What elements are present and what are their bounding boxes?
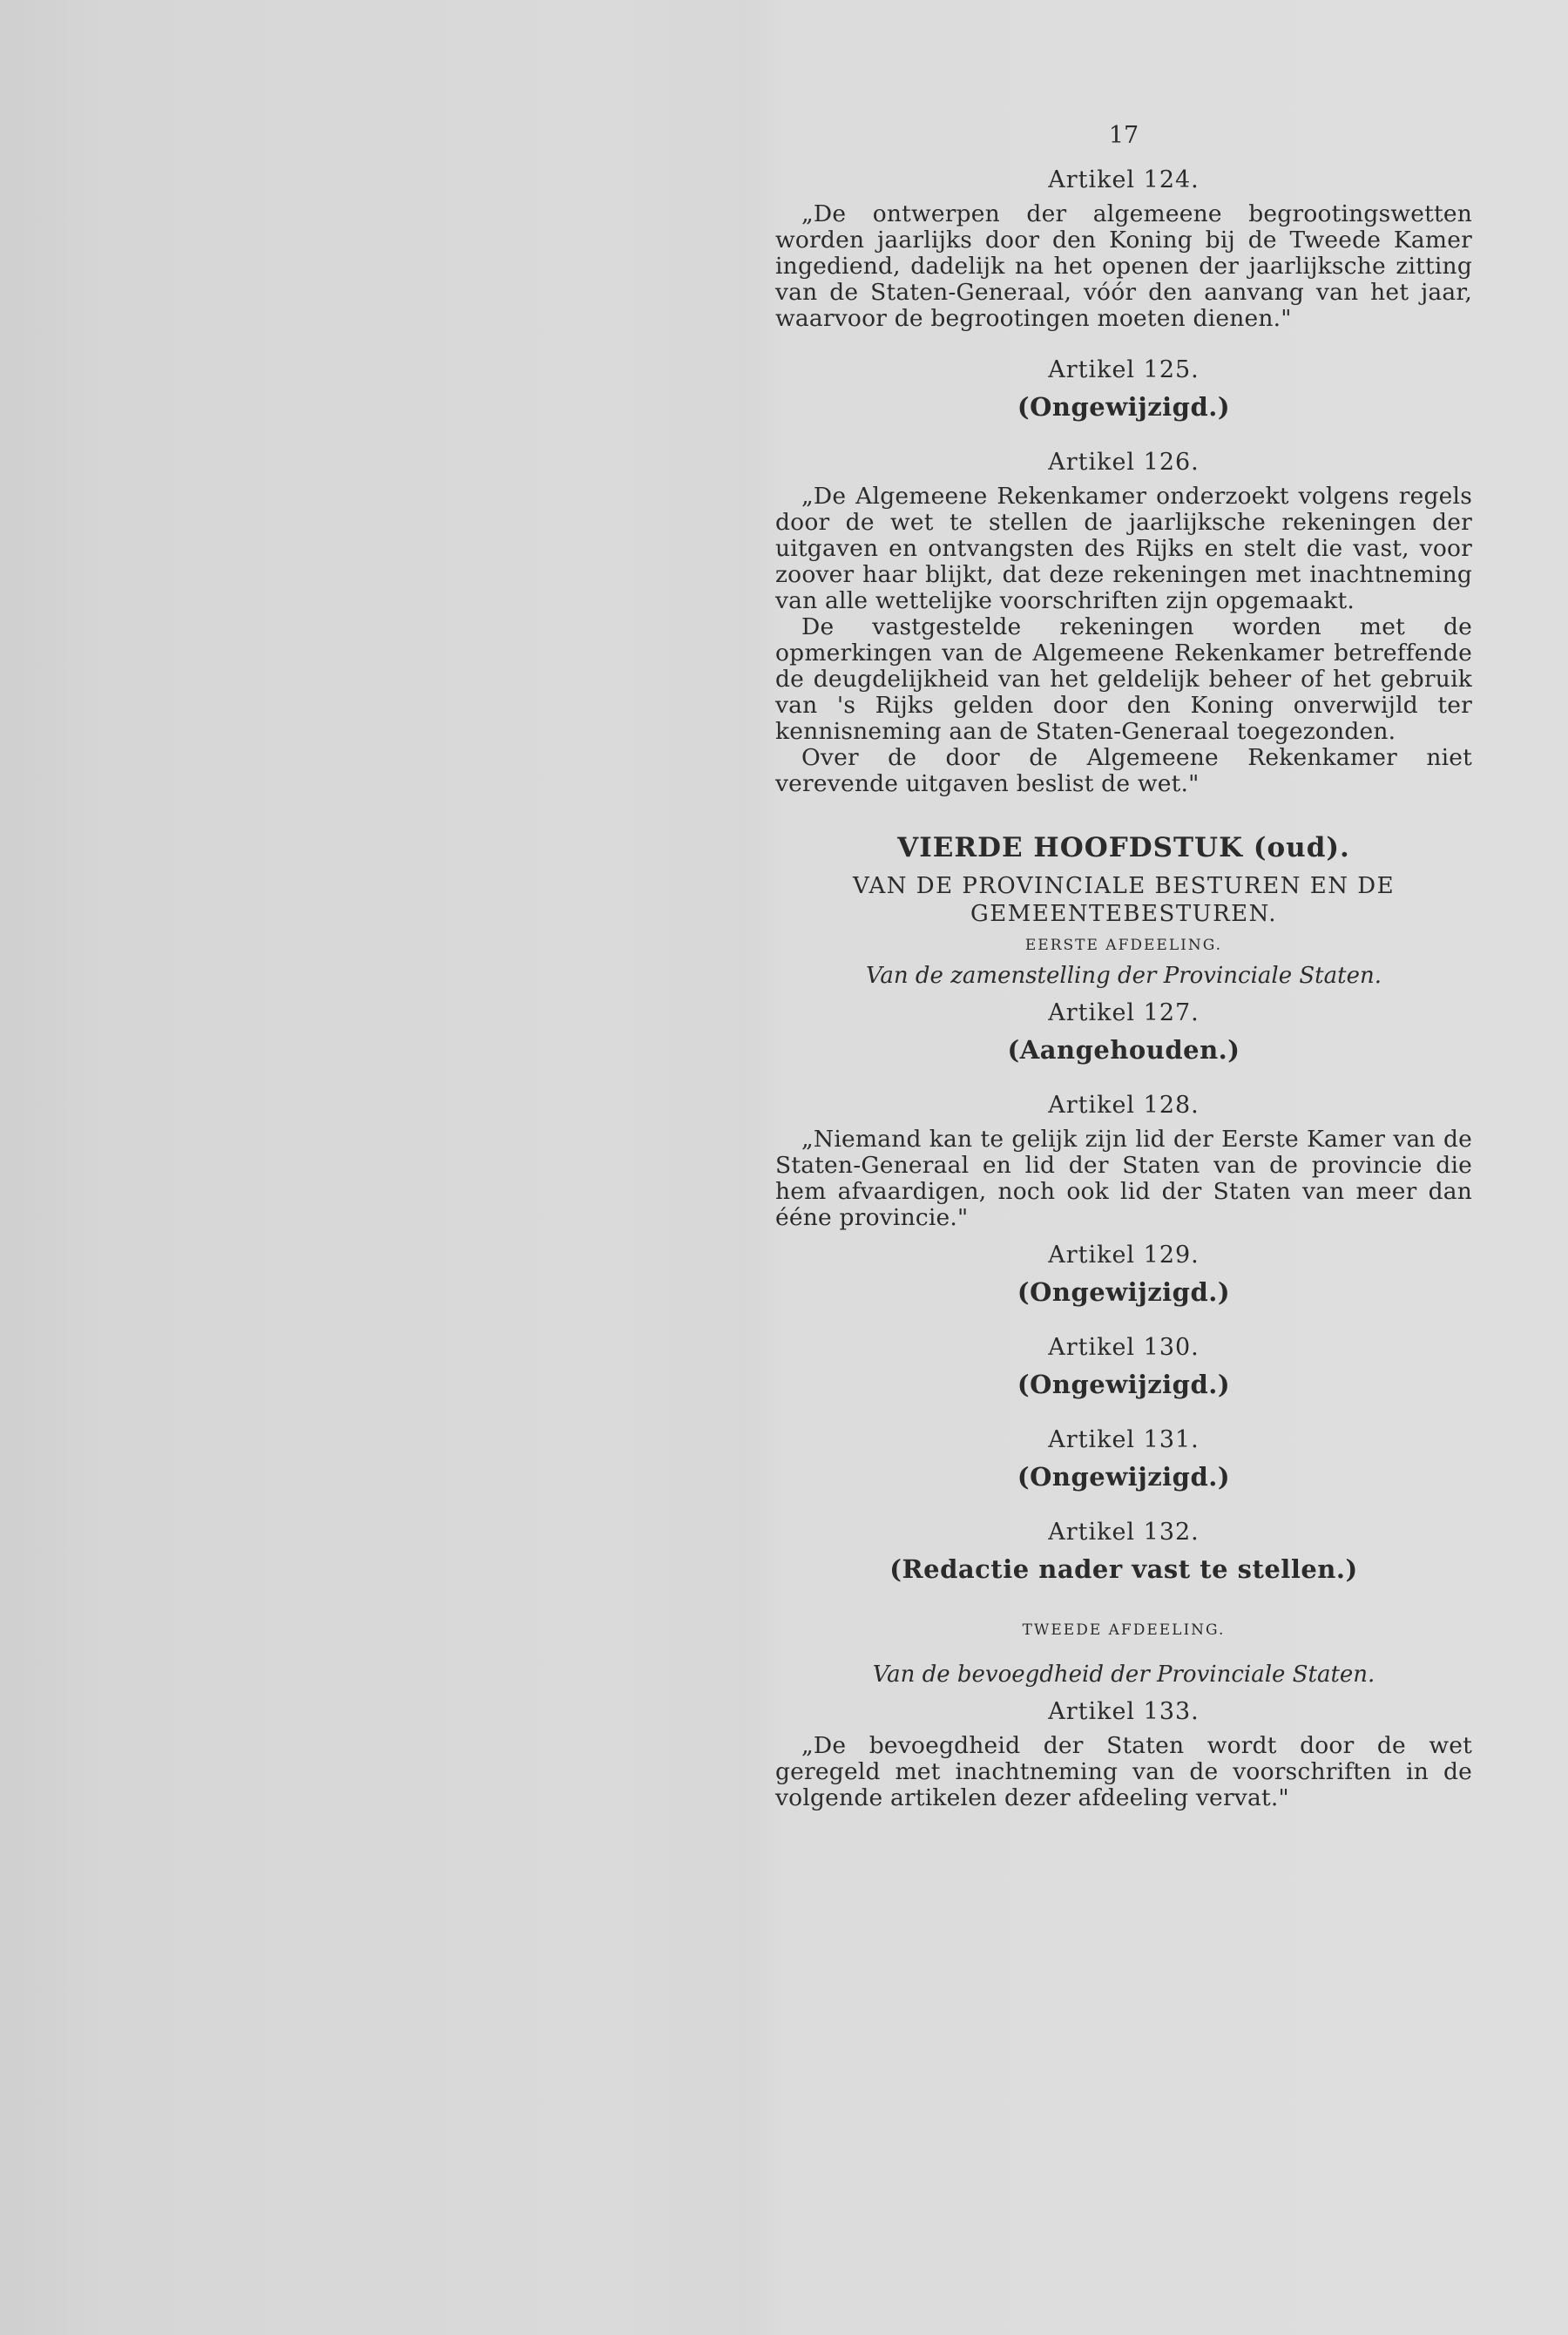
article-126-heading: Artikel 126. — [1048, 449, 1200, 476]
article-129-heading: Artikel 129. — [1048, 1242, 1200, 1269]
article-133-heading: Artikel 133. — [1048, 1698, 1200, 1725]
article-132-status: (Redactie nader vast te stellen.) — [889, 1554, 1358, 1584]
article-130-heading: Artikel 130. — [1048, 1334, 1200, 1361]
section-2-label: TWEEDE AFDEELING. — [1022, 1621, 1226, 1639]
article-131-heading: Artikel 131. — [1048, 1426, 1200, 1453]
article-128-heading: Artikel 128. — [1048, 1092, 1200, 1119]
article-130-status: (Ongewijzigd.) — [1017, 1370, 1231, 1399]
document-text-column — [775, 122, 1472, 1811]
article-127-status: (Aangehouden.) — [1007, 1035, 1240, 1065]
chapter-title: VIERDE HOOFDSTUK (oud). — [897, 832, 1350, 863]
article-125-heading: Artikel 125. — [1048, 356, 1200, 383]
article-126-paragraph-3: Over de door de Algemeene Rekenkamer niet verevende uitgaven beslist de wet." — [775, 744, 1472, 797]
page-number: 17 — [1108, 122, 1139, 149]
section-1-label: EERSTE AFDEELING. — [1024, 937, 1223, 954]
article-125-status: (Ongewijzigd.) — [1017, 392, 1231, 422]
article-126-paragraph-2: De vastgestelde rekeningen worden met de opmerkingen van de Algemeene Rekenkamer betreffende de deugdelijkheid van het geldelijk beheer of het gebruik van 's Rijks gelden door den Koning onverwijld ter kennisneming aan de Staten-Generaal toegezonden. — [775, 613, 1472, 745]
article-124-heading: Artikel 124. — [1048, 166, 1200, 193]
article-128-text: „Niemand kan te gelijk zijn lid der Eerste Kamer van de Staten-Generaal en lid der Staten van de provincie die hem afvaardigen, noch ook lid der Staten van meer dan ééne provincie." — [775, 1126, 1472, 1231]
article-133-text: „De bevoegdheid der Staten wordt door de wet geregeld met inachtneming van de voorschriften in de volgende artikelen dezer afdeeling vervat." — [775, 1732, 1472, 1811]
article-127-heading: Artikel 127. — [1048, 999, 1200, 1026]
chapter-subtitle-line-1: VAN DE PROVINCIALE BESTUREN EN DE — [852, 873, 1396, 899]
section-1-title: Van de zamenstelling der Provinciale Staten. — [866, 963, 1382, 989]
article-132-heading: Artikel 132. — [1048, 1519, 1200, 1546]
section-2-title: Van de bevoegdheid der Provinciale Staten. — [872, 1662, 1375, 1688]
article-129-status: (Ongewijzigd.) — [1017, 1277, 1231, 1307]
article-126-paragraph-1: „De Algemeene Rekenkamer onderzoekt volgens regels door de wet te stellen de jaarlijksche rekeningen der uitgaven en ontvangsten des Rijks en stelt die vast, voor zoover haar blijkt, dat deze rekeningen met inachtneming van alle wettelijke voorschriften zijn opgemaakt. — [775, 483, 1472, 614]
article-124-text: „De ontwerpen der algemeene begrootingswetten worden jaarlijks door den Koning bij de Tweede Kamer ingediend, dadelijk na het openen der jaarlijksche zitting van de Staten-Generaal, vóór den aanvang van het jaar, waarvoor de begrootingen moeten dienen." — [775, 200, 1472, 332]
chapter-subtitle-line-2: GEMEENTEBESTUREN. — [970, 901, 1277, 927]
article-131-status: (Ongewijzigd.) — [1017, 1462, 1231, 1492]
